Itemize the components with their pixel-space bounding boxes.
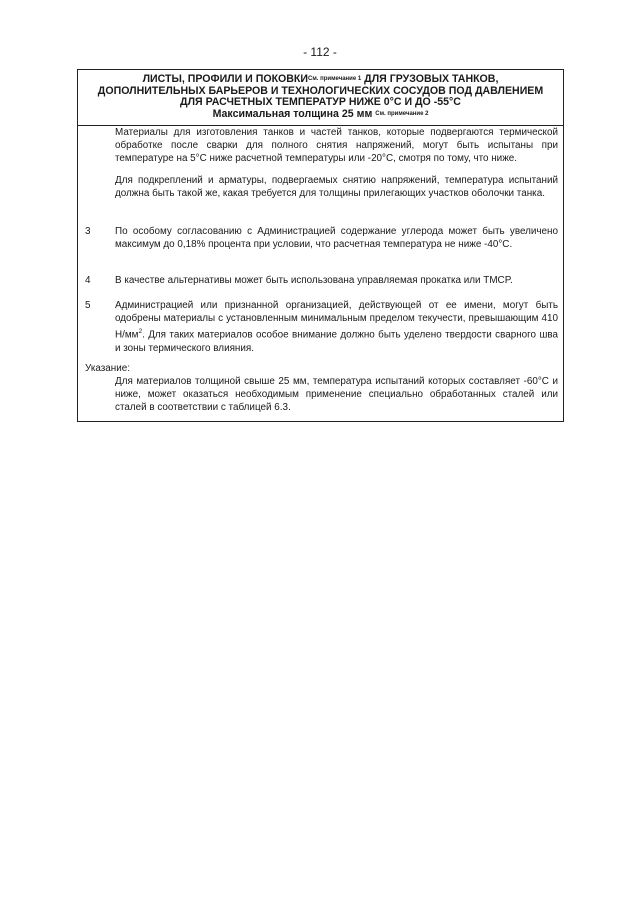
- header-max-thickness: Максимальная толщина 25 мм: [212, 107, 373, 120]
- note-number-4: 4: [85, 275, 91, 286]
- header-line-1: [78, 74, 563, 86]
- instruction-label: Указание:: [85, 363, 130, 374]
- note-number-5: 5: [85, 300, 91, 311]
- header-note-ref-1: См. примечание 1: [308, 76, 362, 82]
- intro-paragraph-2: Для подкреплений и арматуры, подвергаемых снятию напряжений, температура испытаний должна быть такой же, какая требуется для толщины прилегающих участков оболочки танка.: [115, 175, 558, 200]
- header-line-1b: ДЛЯ ГРУЗОВЫХ ТАНКОВ,: [361, 73, 499, 85]
- header-line-1a: ЛИСТЫ, ПРОФИЛИ И ПОКОВКИ: [142, 73, 309, 85]
- note-text-5-sup: 2: [138, 328, 143, 336]
- header-line-2: ДОПОЛНИТЕЛЬНЫХ БАРЬЕРОВ И ТЕХНОЛОГИЧЕСКИХ СОСУДОВ ПОД ДАВЛЕНИЕМ: [97, 84, 544, 97]
- intro-paragraph-1: Материалы для изготовления танков и частей танков, которые подвергаются термической обработке после сварки для полного снятия напряжений, могут быть испытаны при температуре на 5°C ниже расчетной температуры или -20°C, смотря по тому, что ниже.: [115, 127, 558, 165]
- header-line-4: [78, 109, 563, 121]
- table-header: [78, 70, 563, 126]
- notes-table: [77, 69, 564, 422]
- note-text-5: [115, 299, 558, 355]
- instruction-text: Для материалов толщиной свыше 25 мм, температура испытаний которых составляет -60°C и ниже, может оказаться необходимым применение специально обработанных сталей или сталей в соответствии с таблицей 6.3.: [115, 376, 558, 414]
- page-number: - 112 -: [303, 45, 337, 59]
- note-text-5a: Администрацией или признанной организацией, действующей от ее имени, могут быть одобрены материалы с установленным минимальным пределом текучести, превышающим 410 Н/мм: [115, 300, 558, 341]
- note-text-4: В качестве альтернативы может быть использована управляемая прокатка или TMCP.: [115, 275, 513, 286]
- note-text-5b: . Для таких материалов особое внимание должно быть уделено твердости сварного шва и зоны термического влияния.: [115, 329, 558, 354]
- header-line-3: ДЛЯ РАСЧЕТНЫХ ТЕМПЕРАТУР НИЖЕ 0°C И ДО -55°C: [180, 96, 461, 108]
- note-text-3: По особому согласованию с Администрацией содержание углерода может быть увеличено максимум до 0,18% процента при условии, что расчетная температура не ниже -40°C.: [115, 226, 558, 251]
- note-number-3: 3: [85, 226, 91, 237]
- header-note-ref-2: См. примечание 2: [375, 110, 429, 117]
